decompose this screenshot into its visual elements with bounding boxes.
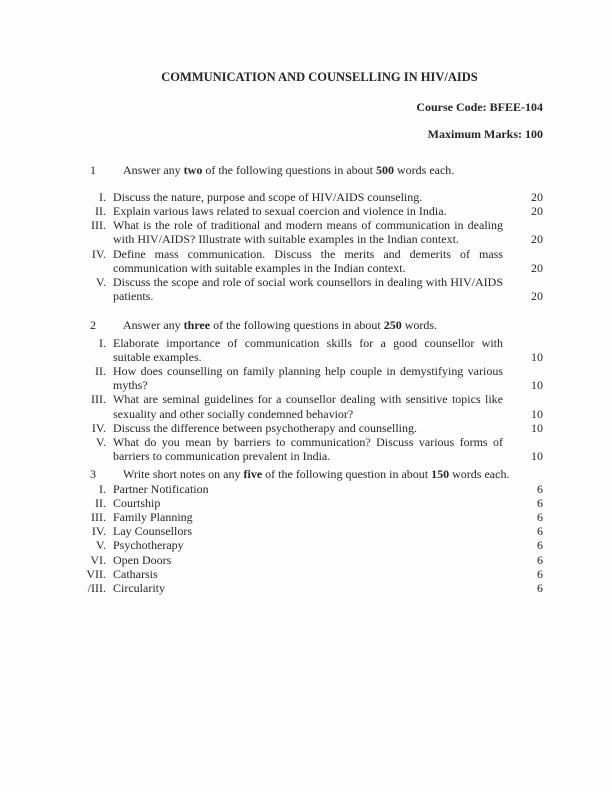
item-numeral: IV.	[91, 420, 106, 435]
item-text: What are seminal guidelines for a counsellor dealing with sensitive topics like sexuality and other socially condemned behavior?	[113, 392, 503, 421]
section-1-number: 1	[90, 162, 96, 177]
item-numeral: I.	[99, 481, 106, 496]
short-note-item	[66, 510, 543, 524]
item-numeral: II.	[95, 204, 106, 219]
section-3-number: 3	[90, 467, 96, 482]
item-marks: 6	[537, 524, 543, 539]
item-text: Explain various laws related to sexual coercion and violence in India.	[113, 204, 447, 219]
item-marks: 10	[531, 449, 543, 464]
question-item	[66, 218, 543, 246]
item-marks: 6	[537, 581, 543, 596]
item-text: Elaborate importance of communication skills for a good counsellor with suitable examples.	[113, 335, 503, 364]
question-item	[66, 392, 543, 420]
section-3-items	[66, 482, 543, 596]
short-note-item	[66, 538, 543, 552]
item-text: Psychotherapy	[113, 538, 184, 553]
item-text: What is the role of traditional and modern means of communication in dealing with HIV/AIDS? Illustrate with suitable examples in the Indian context.	[113, 218, 503, 247]
section-1-heading	[66, 163, 543, 177]
item-text: Discuss the difference between psychotherapy and counselling.	[113, 420, 418, 435]
item-marks: 10	[531, 349, 543, 364]
section-2-heading	[66, 318, 543, 332]
short-note-item	[66, 482, 543, 496]
item-numeral: IV.	[91, 524, 106, 539]
question-item	[66, 204, 543, 218]
item-marks: 20	[531, 204, 543, 219]
item-text: Lay Counsellors	[113, 524, 192, 539]
item-numeral: III.	[91, 218, 106, 233]
item-text: Discuss the scope and role of social work counsellors in dealing with HIV/AIDS patients.	[113, 275, 503, 304]
item-text: How does counselling on family planning help couple in demystifying various myths?	[113, 364, 503, 393]
item-text: Open Doors	[113, 552, 172, 567]
item-marks: 10	[531, 406, 543, 421]
item-marks: 20	[531, 260, 543, 275]
question-item	[66, 364, 543, 392]
item-marks: 20	[531, 289, 543, 304]
item-numeral: II.	[95, 364, 106, 379]
item-numeral: /III.	[87, 581, 106, 596]
item-text: Partner Notification	[113, 481, 209, 496]
section-1-heading-text: Answer any two of the following questions in about 500 words each.	[123, 162, 455, 177]
question-item	[66, 190, 543, 204]
item-text: Courtship	[113, 495, 161, 510]
item-marks: 20	[531, 232, 543, 247]
item-text: Family Planning	[113, 510, 193, 525]
question-item	[66, 435, 543, 463]
item-marks: 6	[537, 552, 543, 567]
short-note-item	[66, 496, 543, 510]
item-marks: 6	[537, 495, 543, 510]
question-item	[66, 275, 543, 303]
item-numeral: V.	[95, 538, 106, 553]
section-3-heading	[66, 467, 543, 481]
short-note-item	[66, 524, 543, 538]
section-1-items	[66, 190, 543, 304]
short-note-item	[66, 567, 543, 581]
item-numeral: V.	[95, 275, 106, 290]
question-item	[66, 336, 543, 364]
section-2-heading-text: Answer any three of the following questions in about 250 words.	[123, 318, 438, 333]
item-text: Discuss the nature, purpose and scope of HIV/AIDS counseling.	[113, 189, 423, 204]
section-3-heading-text: Write short notes on any five of the following question in about 150 words each.	[123, 467, 510, 482]
item-marks: 20	[531, 189, 543, 204]
item-numeral: I.	[99, 335, 106, 350]
item-text: Circularity	[113, 581, 165, 596]
item-numeral: III.	[91, 510, 106, 525]
item-marks: 6	[537, 538, 543, 553]
item-marks: 6	[537, 566, 543, 581]
section-2-items	[66, 336, 543, 464]
item-text: What do you mean by barriers to communication? Discuss various forms of barriers to communication prevalent in India.	[113, 435, 503, 464]
item-numeral: I.	[99, 189, 106, 204]
page-content	[66, 0, 543, 595]
item-numeral: IV.	[91, 246, 106, 261]
maximum-marks-label: Maximum Marks: 100	[427, 127, 543, 142]
short-note-item	[66, 581, 543, 595]
item-text: Catharsis	[113, 566, 158, 581]
item-marks: 6	[537, 481, 543, 496]
item-numeral: VI.	[90, 552, 106, 567]
item-marks: 10	[531, 420, 543, 435]
section-2-number: 2	[90, 318, 96, 333]
item-numeral: V.	[95, 435, 106, 450]
question-item	[66, 247, 543, 275]
item-numeral: III.	[91, 392, 106, 407]
item-marks: 10	[531, 378, 543, 393]
item-marks: 6	[537, 510, 543, 525]
short-note-item	[66, 553, 543, 567]
item-numeral: VII.	[86, 566, 106, 581]
course-code-label: Course Code: BFEE-104	[416, 100, 543, 115]
question-item	[66, 421, 543, 435]
paper-title: COMMUNICATION AND COUNSELLING IN HIV/AIDS	[161, 70, 478, 84]
item-numeral: II.	[95, 495, 106, 510]
item-text: Define mass communication. Discuss the merits and demerits of mass communication with suitable examples in the Indian context.	[113, 246, 503, 275]
